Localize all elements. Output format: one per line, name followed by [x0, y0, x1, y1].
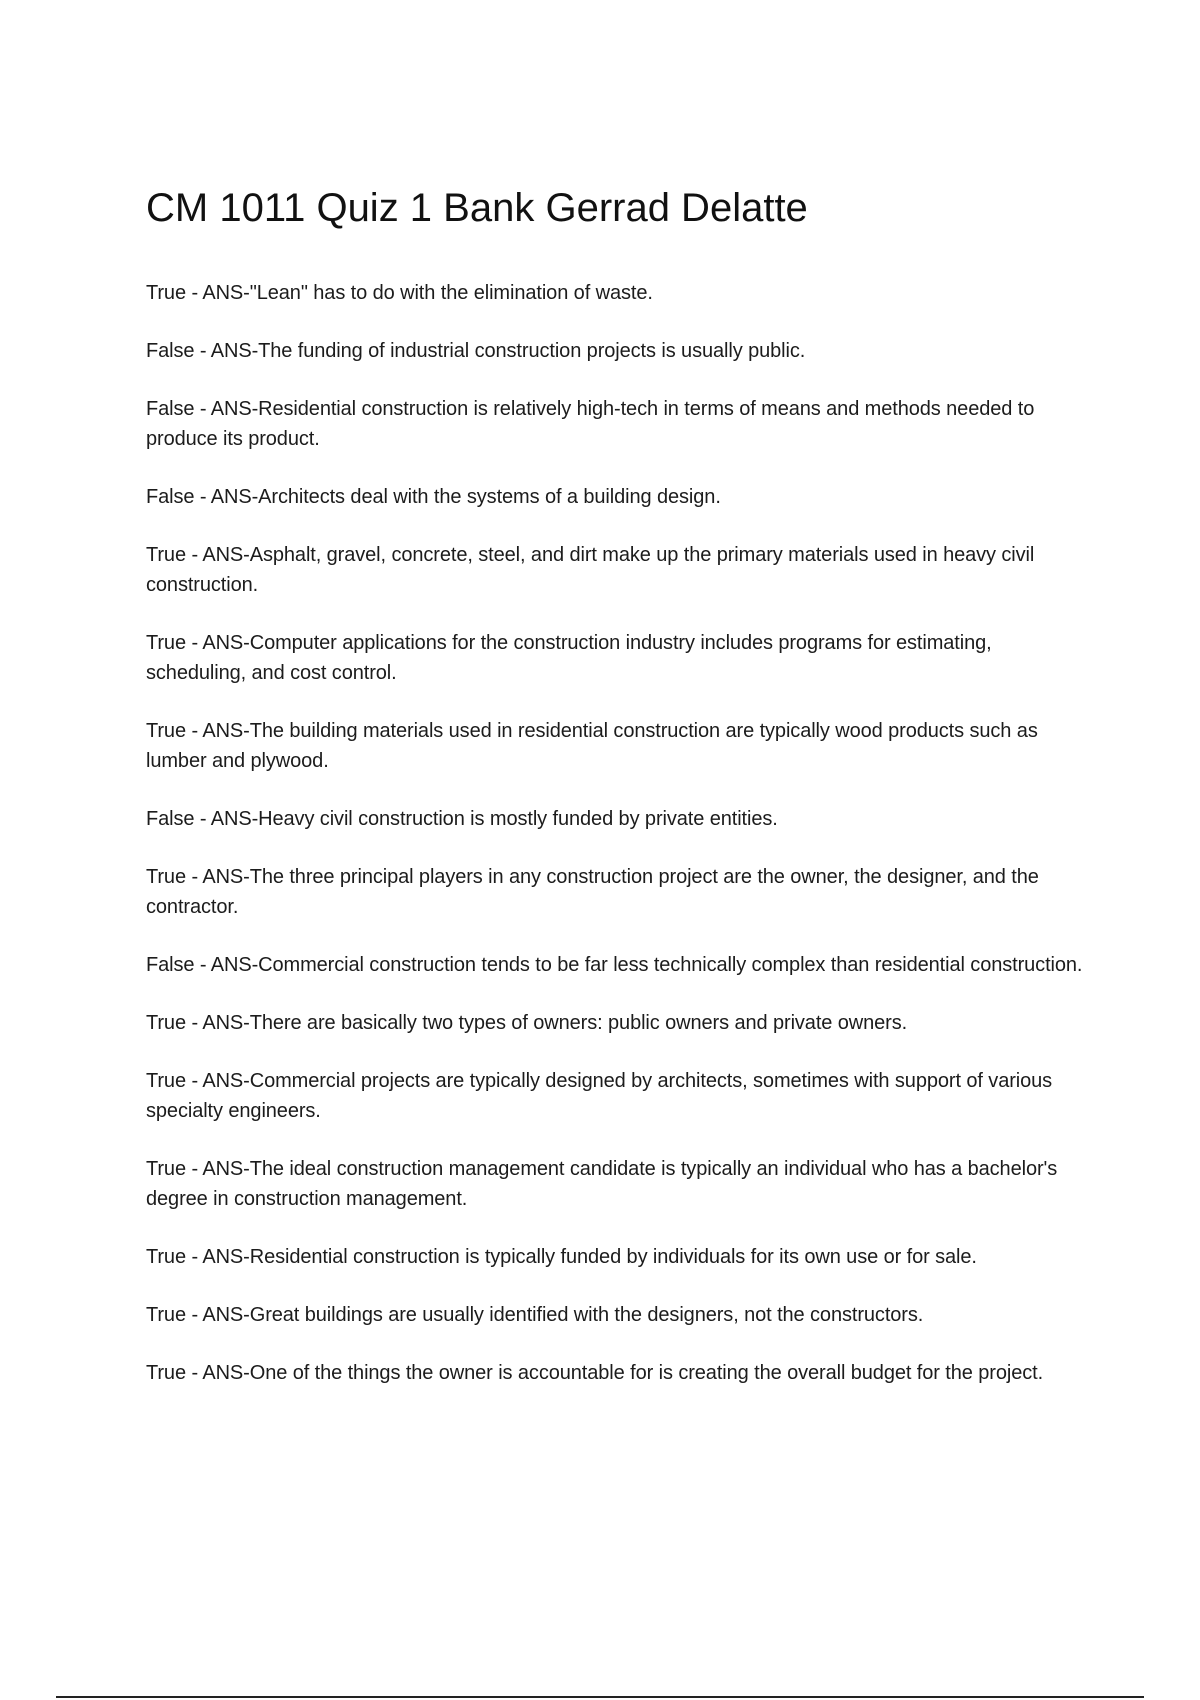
list-item: True - ANS-Commercial projects are typically designed by architects, sometimes with support of various specialty engineers. [146, 1070, 1053, 1122]
list-item: False - ANS-Architects deal with the systems of a building design. [146, 486, 721, 508]
list-item: False - ANS-The funding of industrial construction projects is usually public. [146, 340, 806, 362]
list-item: True - ANS-The three principal players in any construction project are the owner, the designer, and the contractor. [146, 866, 1039, 918]
list-item: False - ANS-Heavy civil construction is mostly funded by private entities. [146, 808, 778, 830]
list-item: True - ANS-Asphalt, gravel, concrete, steel, and dirt make up the primary materials used in heavy civil construction. [146, 544, 1035, 596]
list-item: False - ANS-Residential construction is relatively high-tech in terms of means and methods needed to produce its product. [146, 398, 1035, 450]
list-item: True - ANS-One of the things the owner is accountable for is creating the overall budget for the project. [146, 1362, 1044, 1384]
list-item: True - ANS-Computer applications for the construction industry includes programs for estimating, scheduling, and cost control. [146, 632, 992, 684]
answer-list [146, 278, 1086, 1416]
list-item: False - ANS-Commercial construction tends to be far less technically complex than residential construction. [146, 954, 1083, 976]
page-title: CM 1011 Quiz 1 Bank Gerrad Delatte [146, 186, 808, 230]
list-item: True - ANS-The ideal construction management candidate is typically an individual who has a bachelor's degree in construction management. [146, 1158, 1058, 1210]
list-item: True - ANS-The building materials used in residential construction are typically wood products such as lumber and plywood. [146, 720, 1038, 772]
list-item: True - ANS-Residential construction is typically funded by individuals for its own use or for sale. [146, 1246, 977, 1268]
footer-divider [56, 1696, 1144, 1698]
list-item: True - ANS-Great buildings are usually identified with the designers, not the constructors. [146, 1304, 924, 1326]
list-item: True - ANS-There are basically two types of owners: public owners and private owners. [146, 1012, 908, 1034]
list-item: True - ANS-"Lean" has to do with the elimination of waste. [146, 282, 653, 304]
